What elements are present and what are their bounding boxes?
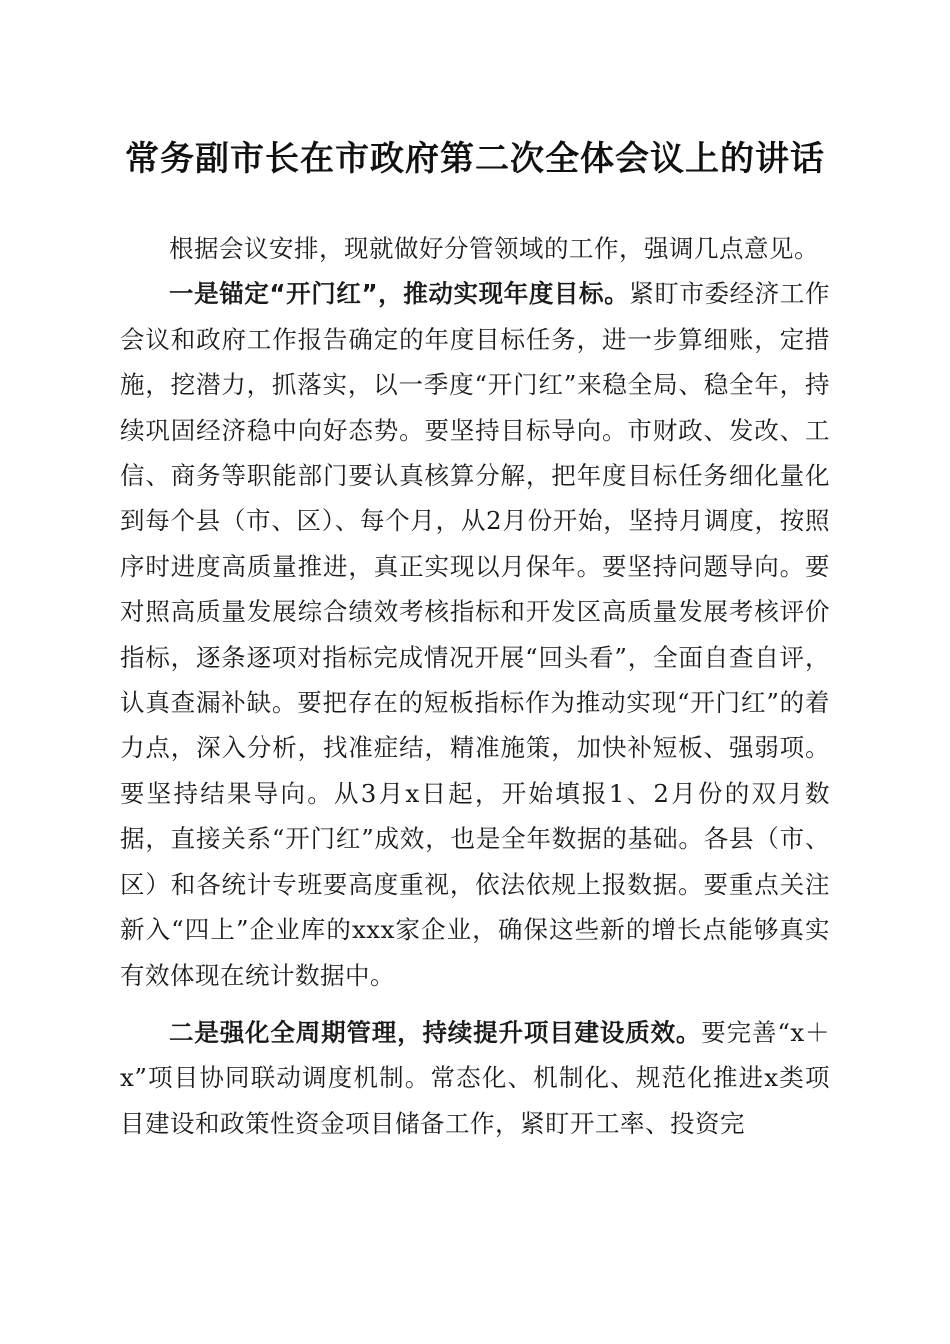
section-text-2: 要完善“x＋x”项目协同联动调度机制。常态化、机制化、规范化推进x类项目建设和政策性资金项目储备工作，紧盯开工率、投资完 (120, 1017, 831, 1138)
intro-paragraph: 根据会议安排，现就做好分管领域的工作，强调几点意见。 (169, 234, 819, 263)
section-paragraph-1 (120, 271, 830, 998)
section-lead-2: 二是强化全周期管理，持续提升项目建设质效。 (169, 1017, 702, 1047)
section-paragraph-2 (120, 1010, 830, 1146)
section-lead-1: 一是锚定“开门红”，推动实现年度目标。 (169, 279, 630, 309)
document-body (120, 226, 830, 1146)
document-title: 常务副市长在市政府第二次全体会议上的讲话 (125, 139, 825, 179)
section-text-1: 紧盯市委经济工作会议和政府工作报告确定的年度目标任务，进一步算细账，定措施，挖潜力，抓落实，以一季度“开门红”来稳全局、稳全年，持续巩固经济稳中向好态势。要坚持目标导向。市财政、发改、工信、商务等职能部门要认真核算分解，把年度目标任务细化量化到每个县（市、区）、每个月，从2月份开始，坚持月调度，按照序时进度高质量推进，真正实现以月保年。要坚持问题导向。要对照高质量发展综合绩效考核指标和开发区高质量发展考核评价指标，逐条逐项对指标完成情况开展“回头看”，全面自查自评，认真查漏补缺。要把存在的短板指标作为推动实现“开门红”的着力点，深入分析，找准症结，精准施策，加快补短板、强弱项。要坚持结果导向。从3月x日起，开始填报1、2月份的双月数据，直接关系“开门红”成效，也是全年数据的基础。各县（市、区）和各统计专班要高度重视，依法依规上报数据。要重点关注新入“四上”企业库的xxx家企业，确保这些新的增长点能够真实有效体现在统计数据中。 (120, 279, 831, 990)
